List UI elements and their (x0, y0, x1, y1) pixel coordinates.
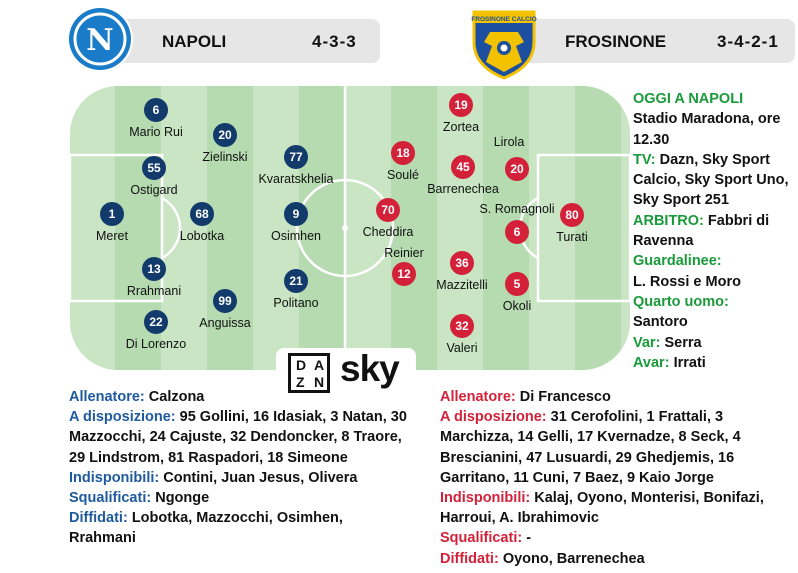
player-number: 70 (376, 198, 400, 222)
suspended-label: Squalificati: (440, 530, 523, 547)
coach-value: Di Francesco (519, 389, 611, 405)
player-name: Mazzitelli (436, 278, 488, 292)
player-name: Meret (96, 229, 128, 243)
dazn-letter: A (314, 357, 325, 373)
player-number: 6 (144, 98, 168, 122)
player-name: Anguissa (199, 316, 251, 330)
unavailable-label: Indisponibili: (69, 469, 160, 486)
away-squad-info (440, 387, 798, 569)
away-player (328, 198, 448, 246)
player-number: 45 (451, 155, 475, 179)
home-coach (69, 387, 409, 407)
player-name: Ostigard (130, 183, 178, 197)
match-avar (633, 353, 798, 373)
home-player (96, 310, 216, 358)
var-label: Var: (633, 334, 661, 351)
away-player (401, 93, 521, 141)
warned-label: Diffidati: (69, 510, 128, 527)
svg-text:N: N (86, 23, 114, 58)
away-coach (440, 387, 798, 407)
player-name: Turati (556, 230, 588, 244)
referee-value: Fabbri di Ravenna (633, 212, 770, 250)
home-player (236, 145, 356, 193)
unavailable-value: Kalaj, Oyono, Monterisi, Bonifazi, Harroui, A. Ibrahimovic (440, 490, 764, 527)
player-name: Reinier (384, 246, 424, 260)
coach-value: Calzona (148, 389, 205, 405)
away-player (457, 272, 577, 320)
unavailable-value: Contini, Juan Jesus, Olivera (163, 469, 358, 486)
player-number: 55 (142, 156, 166, 180)
player-name: Valeri (446, 341, 478, 355)
player-name: Rrahmani (126, 284, 182, 298)
away-unavailable (440, 488, 798, 528)
player-number: 19 (449, 93, 473, 117)
bench-value: 95 Gollini, 16 Idasiak, 3 Natan, 30 Mazzocchi, 24 Cajuste, 32 Dendoncker, 8 Traore, 29 Lindstrom, 81 Raspadori, 18 Simeone (69, 409, 407, 466)
match-tv (633, 150, 798, 211)
player-number: 80 (560, 203, 584, 227)
player-number: 5 (505, 272, 529, 296)
warned-value: Oyono, Barrenechea (502, 550, 645, 567)
player-name: Lobotka (179, 229, 225, 243)
player-name: Cheddira (362, 225, 414, 239)
player-number: 12 (392, 262, 416, 286)
coach-label: Allenatore: (440, 389, 516, 405)
player-number: 68 (190, 202, 214, 226)
svg-text:FROSINONE CALCIO: FROSINONE CALCIO (471, 16, 537, 23)
home-team-formation: 4-3-3 (312, 32, 357, 51)
bench-label: A disposizione: (440, 409, 547, 426)
match-referee (633, 211, 798, 252)
linesmen-value: L. Rossi e Moro (633, 273, 741, 290)
home-squad-info (69, 387, 409, 549)
player-name: Politano (273, 296, 319, 310)
player-name: S. Romagnoli (479, 202, 555, 216)
away-player (403, 155, 523, 203)
dazn-letter: Z (296, 374, 305, 390)
suspended-label: Squalificati: (69, 490, 152, 507)
match-var (633, 333, 798, 353)
suspended-value: Ngonge (155, 490, 210, 507)
napoli-crest-icon (66, 5, 134, 73)
referee-label: ARBITRO: (633, 212, 704, 229)
away-player (402, 314, 522, 362)
home-suspended (69, 488, 409, 508)
home-bench (69, 407, 409, 468)
player-number: 1 (100, 202, 124, 226)
warned-label: Diffidati: (440, 550, 499, 567)
player-number: 36 (450, 251, 474, 275)
player-number: 22 (144, 310, 168, 334)
match-info-heading: OGGI A NAPOLI (633, 91, 744, 107)
suspended-value: - (526, 530, 532, 547)
coach-label: Allenatore: (69, 389, 145, 405)
dazn-letter: D (296, 357, 307, 373)
away-warned (440, 549, 798, 569)
away-suspended (440, 528, 798, 548)
match-venue: Stadio Maradona, ore 12.30 (633, 111, 781, 148)
away-player (457, 202, 577, 250)
player-name: Osimhen (270, 229, 322, 243)
player-number: 6 (505, 220, 529, 244)
tv-value: Dazn, Sky Sport Calcio, Sky Sport Uno, Sky Sport 251 (633, 151, 789, 209)
away-team-formation: 3-4-2-1 (717, 32, 779, 51)
tv-label: TV: (633, 151, 656, 168)
home-team-name: NAPOLI (162, 32, 227, 51)
player-name: Barrenechea (427, 182, 499, 196)
away-team-name: FROSINONE (565, 32, 667, 51)
player-number: 21 (284, 269, 308, 293)
home-player (94, 156, 214, 204)
home-warned (69, 508, 409, 548)
player-number: 13 (142, 257, 166, 281)
player-name: Mario Rui (129, 125, 183, 139)
player-name: Okoli (502, 299, 532, 313)
player-name: Di Lorenzo (125, 337, 187, 351)
frosinone-crest-icon (468, 2, 540, 80)
player-number: 99 (213, 289, 237, 313)
dazn-letter: N (314, 374, 325, 390)
player-name: Lirola (493, 135, 525, 149)
player-number: 20 (505, 157, 529, 181)
fourth-official-value: Santoro (633, 314, 688, 331)
player-number: 77 (284, 145, 308, 169)
home-unavailable (69, 468, 409, 488)
away-team-header (515, 19, 795, 63)
warned-value: Lobotka, Mazzocchi, Osimhen, Rrahmani (69, 510, 343, 547)
away-bench (440, 407, 798, 488)
bench-label: A disposizione: (69, 409, 176, 426)
fourth-official-label: Quarto uomo: (633, 293, 729, 310)
player-number: 32 (450, 314, 474, 338)
player-name: Kvaratskhelia (258, 172, 334, 186)
player-name: Soulé (387, 168, 419, 182)
player-number: 18 (391, 141, 415, 165)
player-number: 9 (284, 202, 308, 226)
player-name: Zortea (442, 120, 480, 134)
bench-value: 31 Cerofolini, 1 Frattali, 3 Marchizza, 14 Gelli, 17 Kvernadze, 8 Seck, 4 Brescianini, 47 Lusuardi, 29 Ghedjemis, 16 Garritano, 11 Cuni, 7 Baez, 9 Kaio Jorge (440, 409, 741, 486)
var-value: Serra (664, 334, 702, 351)
avar-value: Irrati (673, 354, 706, 371)
linesmen-label: Guardalinee: (633, 253, 722, 270)
match-info (633, 89, 798, 373)
player-name: Zielinski (202, 150, 248, 164)
avar-label: Avar: (633, 354, 670, 371)
player-number: 20 (213, 123, 237, 147)
unavailable-label: Indisponibili: (440, 490, 531, 507)
sky-logo: sky (340, 348, 399, 389)
